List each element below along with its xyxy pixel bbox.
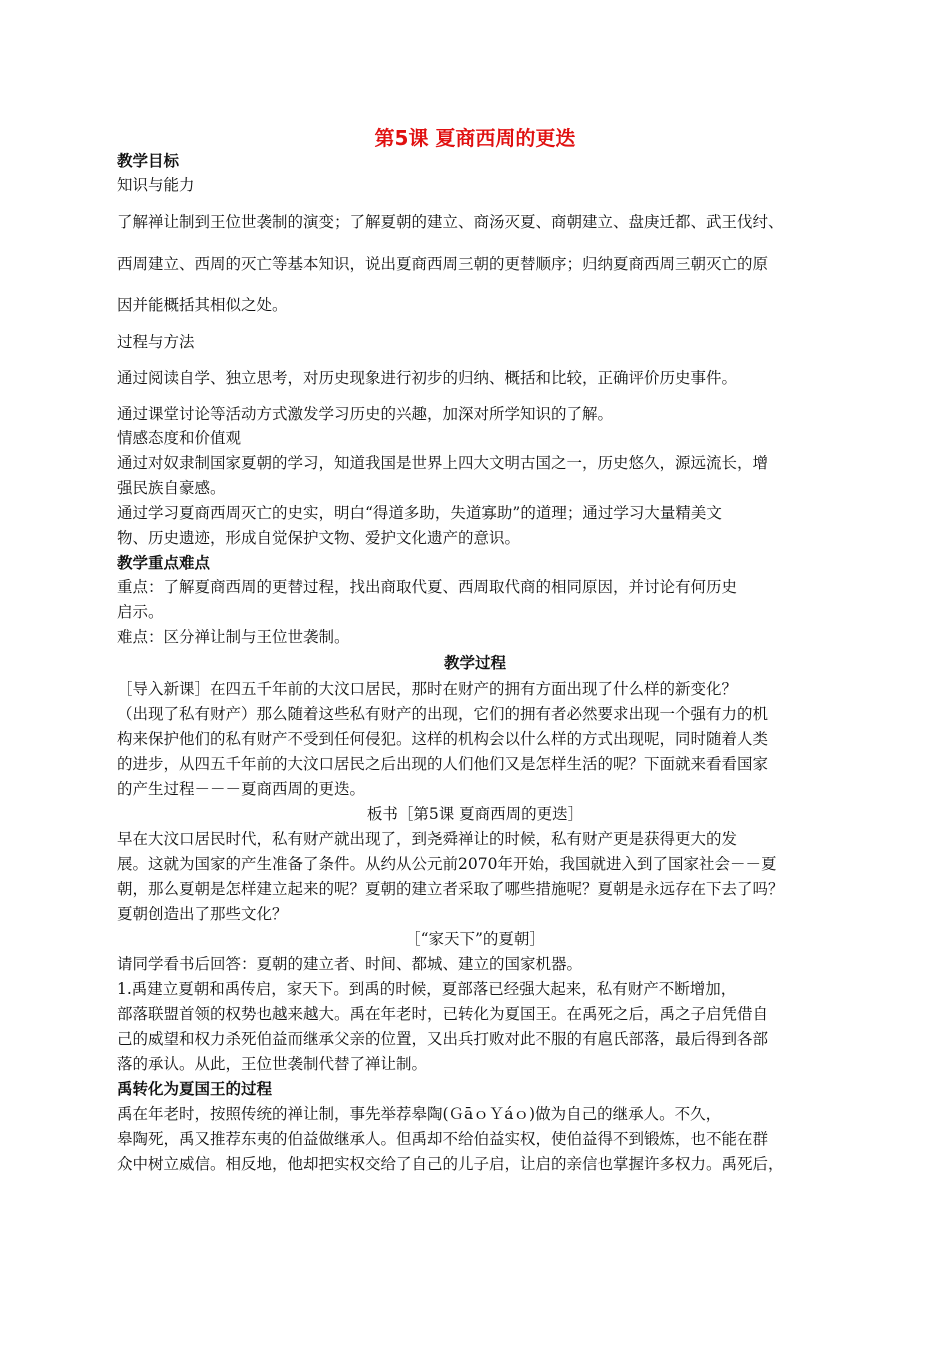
paragraph-line: 己的威望和权力杀死伯益而继承父亲的位置，又出兵打败对此不服的有扈氏部落，最后得到各部	[117, 1030, 769, 1048]
paragraph-line: 众中树立威信。相反地，他却把实权交给了自己的儿子启，让启的亲信也掌握许多权力。禹死后，	[117, 1155, 784, 1173]
paragraph-line: 朝，那么夏朝是怎样建立起来的呢？夏朝的建立者采取了哪些措施呢？夏朝是永远存在下去了吗？	[117, 880, 784, 898]
paragraph-line: 重点：了解夏商西周的更替过程，找出商取代夏、西周取代商的相同原因，并讨论有何历史	[117, 578, 738, 596]
paragraph-line: 西周建立、西周的灭亡等基本知识，说出夏商西周三朝的更替顺序；归纳夏商西周三朝灭亡的原	[117, 255, 769, 273]
subheading-attitude: 情感态度和价值观	[117, 429, 242, 447]
paragraph-line: 物、历史遗迹，形成自觉保护文物、爱护文化遗产的意识。	[117, 529, 521, 547]
paragraph-line: 通过学习夏商西周灭亡的史实，明白“得道多助，失道寡助”的道理；通过学习大量精美文	[117, 504, 722, 522]
subheading-process: 过程与方法	[117, 333, 195, 351]
heading-teaching-process: 教学过程	[443, 654, 506, 672]
paragraph-line: 因并能概括其相似之处。	[117, 296, 288, 314]
paragraph-line: （出现了私有财产）那么随着这些私有财产的出现，它们的拥有者必然要求出现一个强有力的机	[117, 705, 769, 723]
paragraph-line: ［导入新课］在四五千年前的大汶口居民，那时在财产的拥有方面出现了什么样的新变化？	[117, 680, 738, 698]
paragraph-line: 通过对奴隶制国家夏朝的学习，知道我国是世界上四大文明古国之一，历史悠久，源远流长，增	[117, 454, 769, 472]
paragraph-line: 部落联盟首领的权势也越来越大。禹在年老时，已转化为夏国王。在禹死之后，禹之子启凭借自	[117, 1005, 769, 1023]
paragraph-line: 早在大汶口居民时代，私有财产就出现了，到尧舜禅让的时候，私有财产更是获得更大的发	[117, 830, 738, 848]
paragraph-line: 展。这就为国家的产生准备了条件。从约从公元前2070年开始，我国就进入到了国家社会－－夏	[117, 855, 777, 873]
paragraph-line: 通过阅读自学、独立思考，对历史现象进行初步的归纳、概括和比较，正确评价历史事件。	[117, 369, 738, 387]
paragraph-line: 的进步，从四五千年前的大汶口居民之后出现的人们他们又是怎样生活的呢？下面就来看看国家	[117, 755, 769, 773]
section-title-xia: ［“家天下”的夏朝］	[405, 930, 545, 948]
paragraph-line: 通过课堂讨论等活动方式激发学习历史的兴趣，加深对所学知识的了解。	[117, 405, 614, 423]
paragraph-line: 请同学看书后回答：夏朝的建立者、时间、都城、建立的国家机器。	[117, 955, 583, 973]
paragraph-line: 夏朝创造出了那些文化？	[117, 905, 288, 923]
paragraph-line: 皋陶死，禹又推荐东夷的伯益做继承人。但禹却不给伯益实权，使伯益得不到锻炼，也不能在群	[117, 1130, 769, 1148]
paragraph-line: 启示。	[117, 603, 164, 621]
subheading-knowledge: 知识与能力	[117, 176, 195, 194]
paragraph-line: 禹在年老时，按照传统的禅让制，事先举荐皋陶(ＧāｏＹáｏ)做为自己的继承人。不久，	[117, 1105, 722, 1123]
heading-key-points: 教学重点难点	[117, 554, 211, 572]
paragraph-line: 落的承认。从此，王位世袭制代替了禅让制。	[117, 1055, 428, 1073]
paragraph-line: 难点：区分禅让制与王位世袭制。	[117, 628, 350, 646]
board-title: 板书［第5课 夏商西周的更迭］	[366, 805, 584, 823]
paragraph-line: 了解禅让制到王位世袭制的演变；了解夏朝的建立、商汤灭夏、商朝建立、盘庚迁都、武王伐纣、	[117, 213, 784, 231]
subheading-yu: 禹转化为夏国王的过程	[117, 1080, 273, 1098]
paragraph-line: 强民族自豪感。	[117, 479, 226, 497]
paragraph-line: 构来保护他们的私有财产不受到任何侵犯。这样的机构会以什么样的方式出现呢，同时随着人类	[117, 730, 769, 748]
paragraph-line: 1.禹建立夏朝和禹传启，家天下。到禹的时候，夏部落已经强大起来，私有财产不断增加，	[117, 980, 737, 998]
paragraph-line: 的产生过程－－－夏商西周的更迭。	[117, 780, 366, 798]
page-title: 第5课 夏商西周的更迭	[374, 126, 576, 150]
heading-teaching-goals: 教学目标	[117, 152, 180, 170]
